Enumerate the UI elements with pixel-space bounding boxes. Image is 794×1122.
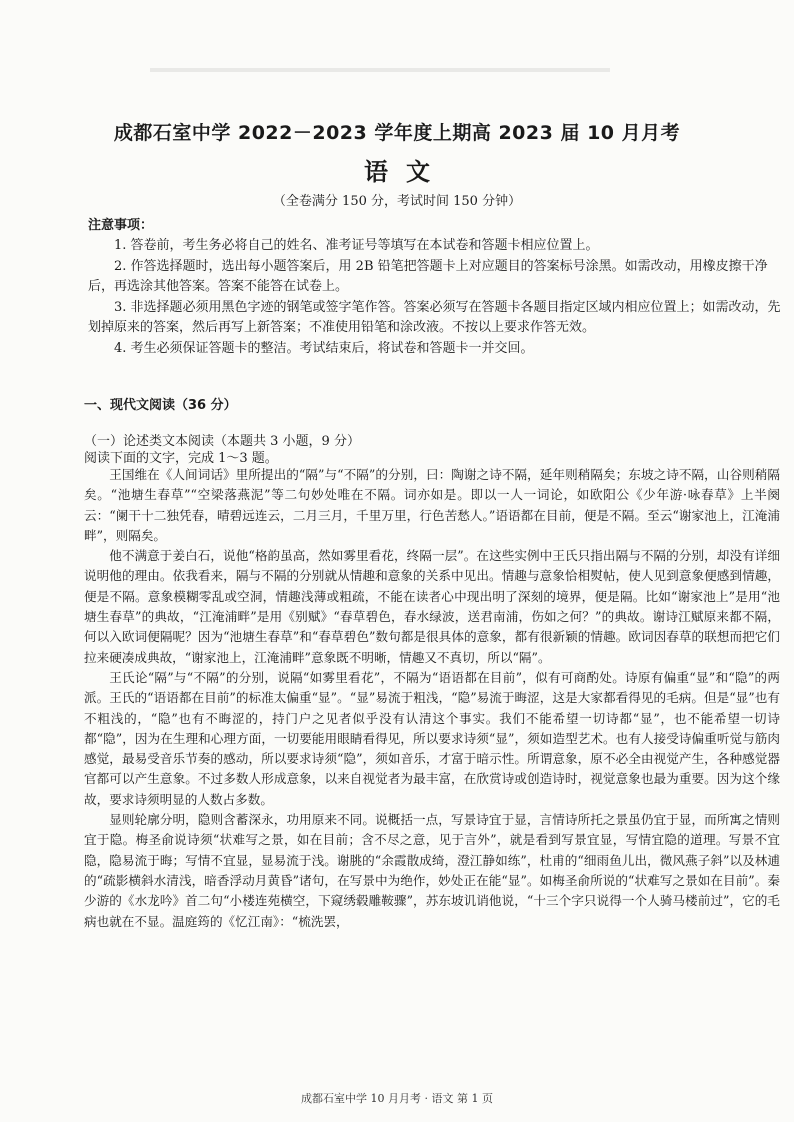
- notice-item: 2. 作答选择题时，选出每小题答案后，用 2B 铅笔把答题卡上对应题目的答案标号涂黑。如需改动，用橡皮擦干净后，再选涂其他答案。答案不能答在试卷上。: [88, 258, 768, 294]
- passage-paragraph: 王氏论“隔”与“不隔”的分别，说隔“如雾里看花”，不隔为“语语都在目前”，似有可商酌处。诗原有偏重“显”和“隐”的两派。王氏的“语语都在目前”的标准太偏重“显”。“显”易流于粗浅，“隐”易流于晦涩，这是大家都看得见的毛病。但是“显”也有不粗浅的，“隐”也有不晦涩的，持门户之见者似乎没有认清这个事实。我们不能希望一切诗都“显”，也不能希望一切诗都“隐”，因为在生理和心理方面，一切要能用眼睛看得见，所以要求诗须“显”，须如造型艺术。也有人接受诗偏重听觉与筋肉感觉，最易受音乐节奏的感动，所以要求诗须“隐”，须如音乐，才富于暗示性。所谓意象，原不必全由视觉产生，各种感觉器官都可以产生意象。不过多数人形成意象，以来自视觉者为最丰富，在欣赏诗或创造诗时，视觉意象也最为重要。因为这个缘故，要求诗须明显的人数占多数。: [84, 669, 780, 807]
- score-note: （全卷满分 150 分，考试时间 150 分钟）: [272, 194, 522, 209]
- reading-instruction: 阅读下面的文字，完成 1～3 题。: [84, 451, 278, 466]
- notice-item: 1. 答卷前，考生务必将自己的姓名、准考证号等填写在本试卷和答题卡相应位置上。: [114, 238, 599, 253]
- notice-heading: 注意事项：: [88, 218, 154, 233]
- passage-paragraph: 显则轮廓分明，隐则含蓄深永，功用原来不同。说概括一点，写景诗宜于显，言情诗所托之景虽仍宜于显，而所寓之情则宜于隐。梅圣俞说诗须“状难写之景，如在目前；含不尽之意，见于言外”，就是看到写景宜显，写情宜隐的道理。写景不宜隐，隐易流于晦；写情不宜显，显易流于浅。谢朓的“余霞散成绮，澄江静如练”，杜甫的“细雨鱼儿出，微风燕子斜”以及林逋的“疏影横斜水清浅，暗香浮动月黄昏”诸句，在写景中为绝作，妙处正在能“显”。如梅圣俞所说的“状难写之景如在目前”。秦少游的《水龙吟》首二句“小楼连苑横空，下窥绣毂雕鞍骤”，苏东坡讥诮他说，“十三个字只说得一个人骑马楼前过”，它的毛病也就在不显。温庭筠的《忆江南》：“梳洗罢，: [84, 812, 780, 929]
- notice-item: 4. 考生必须保证答题卡的整洁。考试结束后，将试卷和答题卡一并交回。: [114, 340, 534, 356]
- scan-artifact: [150, 68, 610, 72]
- page-footer: 成都石室中学 10 月月考 · 语文 第 1 页: [301, 1092, 493, 1105]
- subject-title: 语文: [364, 158, 448, 186]
- passage-paragraph: 他不满意于姜白石，说他“格韵虽高，然如雾里看花，终隔一层”。在这些实例中王氏只指出隔与不隔的分别，却没有详细说明他的理由。依我看来，隔与不隔的分别就从情趣和意象的关系中见出。情趣与意象恰相熨帖，使人见到意象便感到情趣，便是不隔。意象模糊零乱或空洞，情趣浅薄或粗疏，不能在读者心中现出明了深刻的境界，便是隔。比如“谢家池上”是用“池塘生春草”的典故，“江淹浦畔”是用《别赋》“春草碧色，春水绿波，送君南浦，伤如之何？”的典故。谢诗江赋原来都不隔，何以入欧词便隔呢？因为“池塘生春草”和“春草碧色”数句都是很具体的意象，都有很新颖的情趣。欧词因春草的联想而把它们拉来硬凑成典故，“谢家池上，江淹浦畔”意象既不明晰，情趣又不真切，所以“隔”。: [84, 548, 780, 665]
- notice-list: [88, 236, 788, 359]
- sub-section-heading: （一）论述类文本阅读（本题共 3 小题，9 分）: [84, 434, 360, 449]
- section-heading: 一、现代文阅读（36 分）: [84, 398, 237, 413]
- passage-paragraph: 王国维在《人间词话》里所提出的“隔”与“不隔”的分别，曰：陶谢之诗不隔，延年则稍隔矣；东坡之诗不隔，山谷则稍隔矣。“池塘生春草”“空梁落燕泥”等二句妙处唯在不隔。词亦如是。即以一人一词论，如欧阳公《少年游·咏春草》上半阕云：“阑干十二独凭春，晴碧远连云，二月三月，千里万里，行色苦愁人。”语语都在目前，便是不隔。至云“谢家池上，江淹浦畔”，则隔矣。: [84, 467, 780, 543]
- exam-title: 成都石室中学 2022－2023 学年度上期高 2023 届 10 月月考: [113, 122, 681, 144]
- reading-passage: [84, 465, 780, 932]
- notice-item: 3. 非选择题必须用黑色字迹的钢笔或签字笔作答。答案必须写在答题卡各题目指定区域内相应位置上；如需改动，先划掉原来的答案，然后再写上新答案；不准使用铅笔和涂改液。不按以上要求作答无效。: [88, 299, 781, 335]
